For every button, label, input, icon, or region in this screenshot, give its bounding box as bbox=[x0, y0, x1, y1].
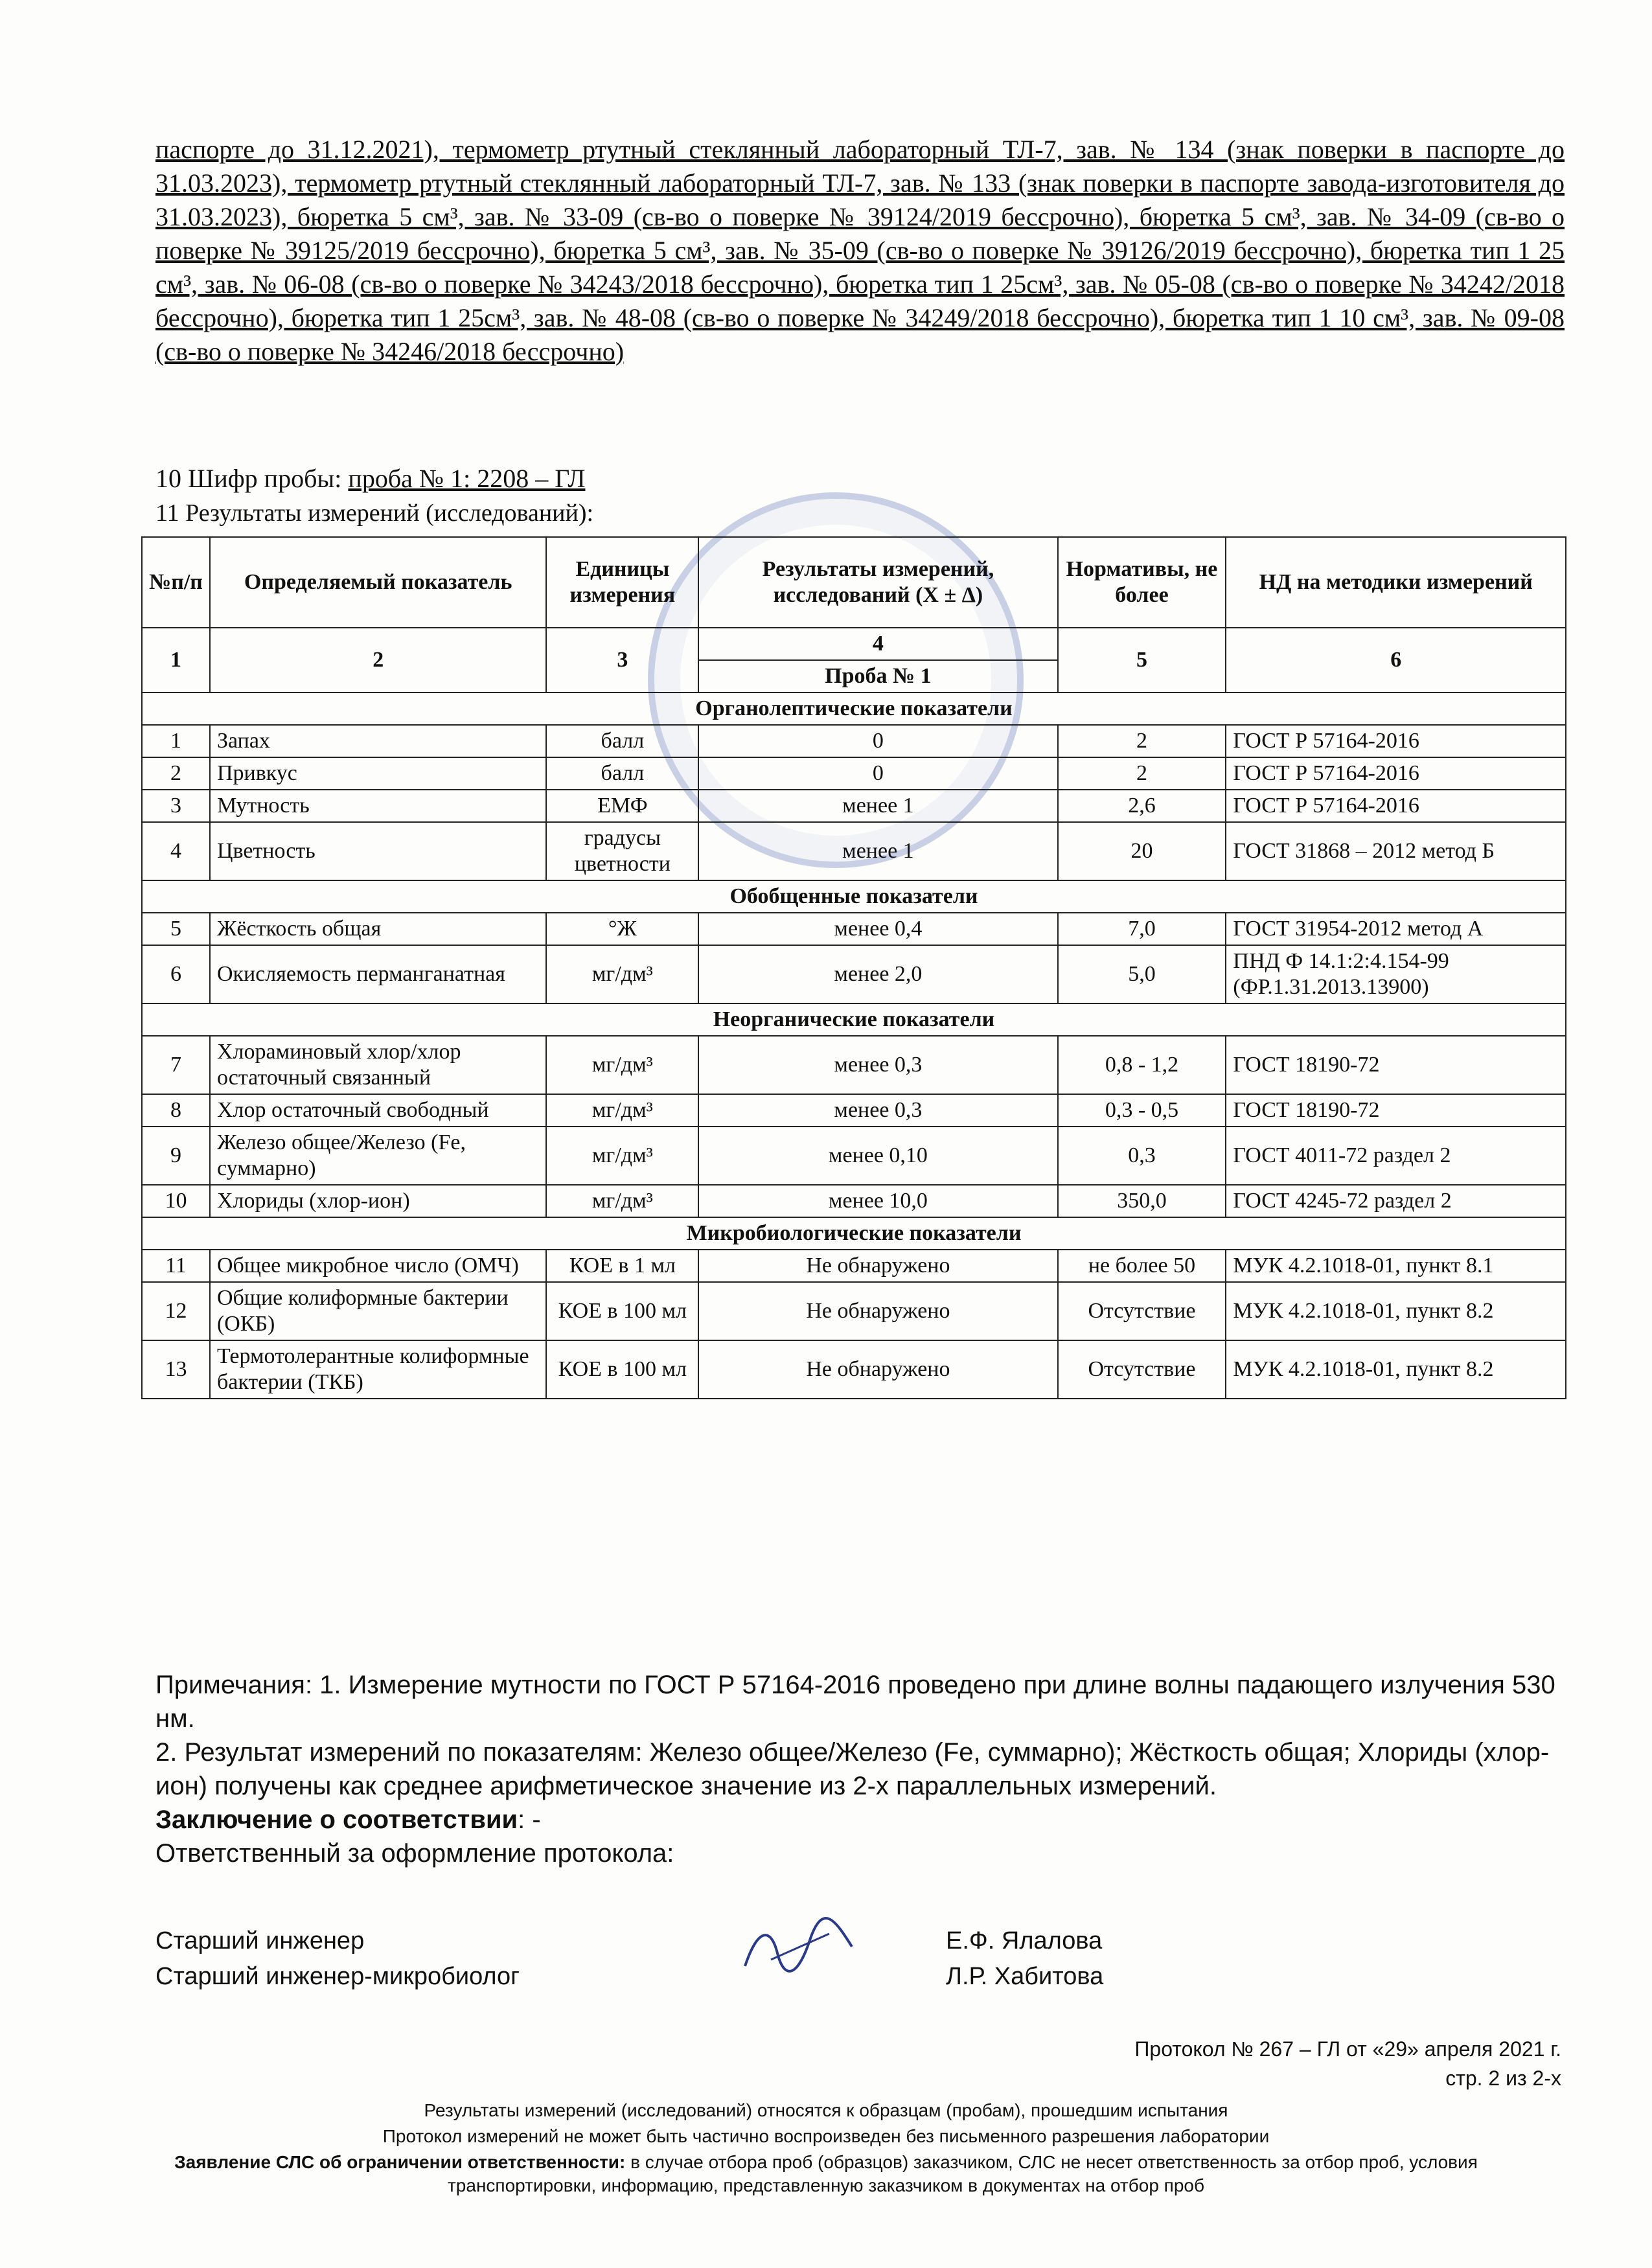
cell-method: ГОСТ 4011-72 раздел 2 bbox=[1226, 1127, 1566, 1185]
cell-method: МУК 4.2.1018-01, пункт 8.1 bbox=[1226, 1250, 1566, 1282]
disclaimer-text: в случае отбора проб (образцов) заказчиком, СЛС не несет ответственность за отбор проб, условия транспортировки, информацию, представленную заказчиком в документах на отбор проб bbox=[447, 2152, 1478, 2195]
table-row bbox=[142, 757, 1566, 790]
cell-method: МУК 4.2.1018-01, пункт 8.2 bbox=[1226, 1340, 1566, 1399]
cell-method: ГОСТ 4245-72 раздел 2 bbox=[1226, 1185, 1566, 1217]
cell-number: 2 bbox=[142, 757, 210, 790]
cell-result: 0 bbox=[698, 725, 1057, 757]
cell-norm: 20 bbox=[1058, 822, 1226, 880]
cell-units: мг/дм³ bbox=[546, 1127, 698, 1185]
cell-units: мг/дм³ bbox=[546, 945, 698, 1003]
cell-units: балл bbox=[546, 757, 698, 790]
cell-norm: 2 bbox=[1058, 725, 1226, 757]
page-number: стр. 2 из 2-х bbox=[1445, 2067, 1561, 2090]
cell-method: ГОСТ Р 57164-2016 bbox=[1226, 725, 1566, 757]
header-methods: НД на методики измерений bbox=[1226, 537, 1566, 628]
cell-number: 7 bbox=[142, 1036, 210, 1094]
col-num-3: 3 bbox=[546, 628, 698, 693]
cell-units: мг/дм³ bbox=[546, 1094, 698, 1127]
cell-method: ГОСТ Р 57164-2016 bbox=[1226, 757, 1566, 790]
signer-1-role: Старший инженер bbox=[155, 1927, 365, 1954]
notes-block bbox=[155, 1668, 1565, 1870]
disclaimer-label: Заявление СЛС об ограничении ответственности: bbox=[174, 2152, 626, 2172]
cell-number: 8 bbox=[142, 1094, 210, 1127]
cell-units: ЕМФ bbox=[546, 790, 698, 822]
cell-result: менее 0,3 bbox=[698, 1036, 1057, 1094]
footer-disclaimer bbox=[117, 2151, 1535, 2197]
sample-label: Проба № 1 bbox=[698, 660, 1057, 693]
cell-parameter: Общее микробное число (ОМЧ) bbox=[210, 1250, 546, 1282]
table-row bbox=[142, 1127, 1566, 1185]
col-num-1: 1 bbox=[142, 628, 210, 693]
table-row bbox=[142, 1094, 1566, 1127]
table-row bbox=[142, 1185, 1566, 1217]
section-title: Органолептические показатели bbox=[142, 693, 1566, 725]
cell-number: 6 bbox=[142, 945, 210, 1003]
footer-line-1: Результаты измерений (исследований) относятся к образцам (пробам), прошедшим испытания bbox=[424, 2100, 1228, 2120]
table-row bbox=[142, 913, 1566, 945]
section-row bbox=[142, 1003, 1566, 1036]
cell-norm: 350,0 bbox=[1058, 1185, 1226, 1217]
header-results: Результаты измерений, исследований (Х ± Δ) bbox=[698, 537, 1057, 628]
cell-number: 1 bbox=[142, 725, 210, 757]
note-1: Примечания: 1. Измерение мутности по ГОСТ Р 57164-2016 проведено при длине волны падающего излучения 530 нм. bbox=[155, 1671, 1555, 1733]
section-title: Микробиологические показатели bbox=[142, 1217, 1566, 1250]
cell-method: ГОСТ 31868 – 2012 метод Б bbox=[1226, 822, 1566, 880]
cell-number: 9 bbox=[142, 1127, 210, 1185]
cell-result: Не обнаружено bbox=[698, 1340, 1057, 1399]
cell-units: °Ж bbox=[546, 913, 698, 945]
cell-units: градусы цветности bbox=[546, 822, 698, 880]
table-row bbox=[142, 945, 1566, 1003]
cell-norm: 5,0 bbox=[1058, 945, 1226, 1003]
cell-number: 12 bbox=[142, 1282, 210, 1340]
cell-norm: не более 50 bbox=[1058, 1250, 1226, 1282]
cell-norm: 0,8 - 1,2 bbox=[1058, 1036, 1226, 1094]
results-table bbox=[141, 536, 1566, 1399]
cell-parameter: Цветность bbox=[210, 822, 546, 880]
table-row bbox=[142, 1340, 1566, 1399]
cell-units: КОЕ в 1 мл bbox=[546, 1250, 698, 1282]
cell-parameter: Жёсткость общая bbox=[210, 913, 546, 945]
cell-result: менее 10,0 bbox=[698, 1185, 1057, 1217]
cell-parameter: Привкус bbox=[210, 757, 546, 790]
signer-1-name: Е.Ф. Ялалова bbox=[946, 1927, 1103, 1954]
col-num-5: 5 bbox=[1058, 628, 1226, 693]
handwritten-signature bbox=[732, 1914, 862, 1986]
cell-units: мг/дм³ bbox=[546, 1185, 698, 1217]
equipment-list-paragraph bbox=[155, 133, 1565, 369]
cell-parameter: Термотолерантные колиформные бактерии (ТКБ) bbox=[210, 1340, 546, 1399]
section-row bbox=[142, 880, 1566, 913]
footer-line-2: Протокол измерений не может быть частично воспроизведен без письменного разрешения лаборатории bbox=[382, 2126, 1270, 2146]
signer-2-name: Л.Р. Хабитова bbox=[946, 1963, 1104, 1990]
cell-parameter: Хлор остаточный свободный bbox=[210, 1094, 546, 1127]
cell-result: менее 0,4 bbox=[698, 913, 1057, 945]
cell-number: 10 bbox=[142, 1185, 210, 1217]
table-row bbox=[142, 790, 1566, 822]
table-header-row bbox=[142, 537, 1566, 628]
cell-result: менее 2,0 bbox=[698, 945, 1057, 1003]
equipment-list-text: паспорте до 31.12.2021), термометр ртутный стеклянный лабораторный ТЛ-7, зав. № 134 (знак поверки в паспорте до 31.03.2023), термометр ртутный стеклянный лабораторный ТЛ-7, зав. № 133 (знак поверки в паспорте завода-изготовителя до 31.03.2023), бюретка 5 см³, зав. № 33-09 (св-во о поверке № 39124/2019 бессрочно), бюретка 5 см³, зав. № 34-09 (св-во о поверке № 39125/2019 бессрочно), бюретка 5 см³, зав. № 35-09 (св-во о поверке № 39126/2019 бессрочно), бюретка тип 1 25 см³, зав. № 06-08 (св-во о поверке № 34243/2018 бессрочно), бюретка тип 1 25см³, зав. № 05-08 (св-во о поверке № 34242/2018 бессрочно), бюретка тип 1 25см³, зав. № 48-08 (св-во о поверке № 34249/2018 бессрочно), бюретка тип 1 10 см³, зав. № 09-08 (св-во о поверке № 34246/2018 бессрочно) bbox=[155, 135, 1565, 366]
cell-result: 0 bbox=[698, 757, 1057, 790]
note-2: 2. Результат измерений по показателям: Железо общее/Железо (Fe, суммарно); Жёсткость общая; Хлориды (хлор-ион) получены как среднее арифметическое значение из 2-х параллельных измерений. bbox=[155, 1738, 1550, 1800]
table-row bbox=[142, 1250, 1566, 1282]
cell-result: менее 1 bbox=[698, 790, 1057, 822]
cell-method: ПНД Ф 14.1:2:4.154-99 (ФР.1.31.2013.13900) bbox=[1226, 945, 1566, 1003]
cell-parameter: Железо общее/Железо (Fe, суммарно) bbox=[210, 1127, 546, 1185]
column-number-row bbox=[142, 628, 1566, 660]
cell-number: 3 bbox=[142, 790, 210, 822]
table-row bbox=[142, 822, 1566, 880]
responsible-line: Ответственный за оформление протокола: bbox=[155, 1839, 674, 1868]
conclusion-value: : - bbox=[518, 1805, 541, 1834]
section-title: Неорганические показатели bbox=[142, 1003, 1566, 1036]
cell-norm: 0,3 - 0,5 bbox=[1058, 1094, 1226, 1127]
cell-number: 5 bbox=[142, 913, 210, 945]
cell-method: МУК 4.2.1018-01, пункт 8.2 bbox=[1226, 1282, 1566, 1340]
cell-number: 4 bbox=[142, 822, 210, 880]
table-row bbox=[142, 1282, 1566, 1340]
results-title: 11 Результаты измерений (исследований): bbox=[155, 499, 594, 527]
cell-method: ГОСТ 18190-72 bbox=[1226, 1036, 1566, 1094]
sample-code-label: 10 Шифр пробы: bbox=[155, 464, 342, 493]
cell-norm: Отсутствие bbox=[1058, 1282, 1226, 1340]
cell-units: мг/дм³ bbox=[546, 1036, 698, 1094]
header-norms: Нормативы, не более bbox=[1058, 537, 1226, 628]
cell-result: Не обнаружено bbox=[698, 1282, 1057, 1340]
cell-norm: 0,3 bbox=[1058, 1127, 1226, 1185]
cell-units: балл bbox=[546, 725, 698, 757]
sample-code-line bbox=[155, 463, 585, 494]
section-row bbox=[142, 693, 1566, 725]
cell-result: Не обнаружено bbox=[698, 1250, 1057, 1282]
cell-norm: 7,0 bbox=[1058, 913, 1226, 945]
col-num-2: 2 bbox=[210, 628, 546, 693]
cell-norm: 2 bbox=[1058, 757, 1226, 790]
cell-result: менее 0,10 bbox=[698, 1127, 1057, 1185]
cell-parameter: Окисляемость перманганатная bbox=[210, 945, 546, 1003]
header-parameter: Определяемый показатель bbox=[210, 537, 546, 628]
cell-number: 11 bbox=[142, 1250, 210, 1282]
cell-result: менее 1 bbox=[698, 822, 1057, 880]
cell-parameter: Запах bbox=[210, 725, 546, 757]
cell-result: менее 0,3 bbox=[698, 1094, 1057, 1127]
cell-norm: 2,6 bbox=[1058, 790, 1226, 822]
sample-code-value: проба № 1: 2208 – ГЛ bbox=[348, 464, 586, 493]
section-title: Обобщенные показатели bbox=[142, 880, 1566, 913]
signer-2-role: Старший инженер-микробиолог bbox=[155, 1963, 520, 1990]
cell-units: КОЕ в 100 мл bbox=[546, 1340, 698, 1399]
cell-parameter: Мутность bbox=[210, 790, 546, 822]
conclusion-line bbox=[155, 1803, 1565, 1837]
table-row bbox=[142, 725, 1566, 757]
conclusion-label: Заключение о соответствии bbox=[155, 1805, 518, 1834]
header-number: №п/п bbox=[142, 537, 210, 628]
header-units: Единицы измерения bbox=[546, 537, 698, 628]
cell-norm: Отсутствие bbox=[1058, 1340, 1226, 1399]
cell-method: ГОСТ 31954-2012 метод А bbox=[1226, 913, 1566, 945]
cell-parameter: Хлориды (хлор-ион) bbox=[210, 1185, 546, 1217]
protocol-reference: Протокол № 267 – ГЛ от «29» апреля 2021 г. bbox=[1134, 2037, 1561, 2061]
col-num-4: 4 bbox=[698, 628, 1057, 660]
section-row bbox=[142, 1217, 1566, 1250]
cell-method: ГОСТ Р 57164-2016 bbox=[1226, 790, 1566, 822]
cell-method: ГОСТ 18190-72 bbox=[1226, 1094, 1566, 1127]
cell-parameter: Хлораминовый хлор/хлор остаточный связанный bbox=[210, 1036, 546, 1094]
cell-number: 13 bbox=[142, 1340, 210, 1399]
cell-parameter: Общие колиформные бактерии (ОКБ) bbox=[210, 1282, 546, 1340]
cell-units: КОЕ в 100 мл bbox=[546, 1282, 698, 1340]
col-num-6: 6 bbox=[1226, 628, 1566, 693]
table-row bbox=[142, 1036, 1566, 1094]
